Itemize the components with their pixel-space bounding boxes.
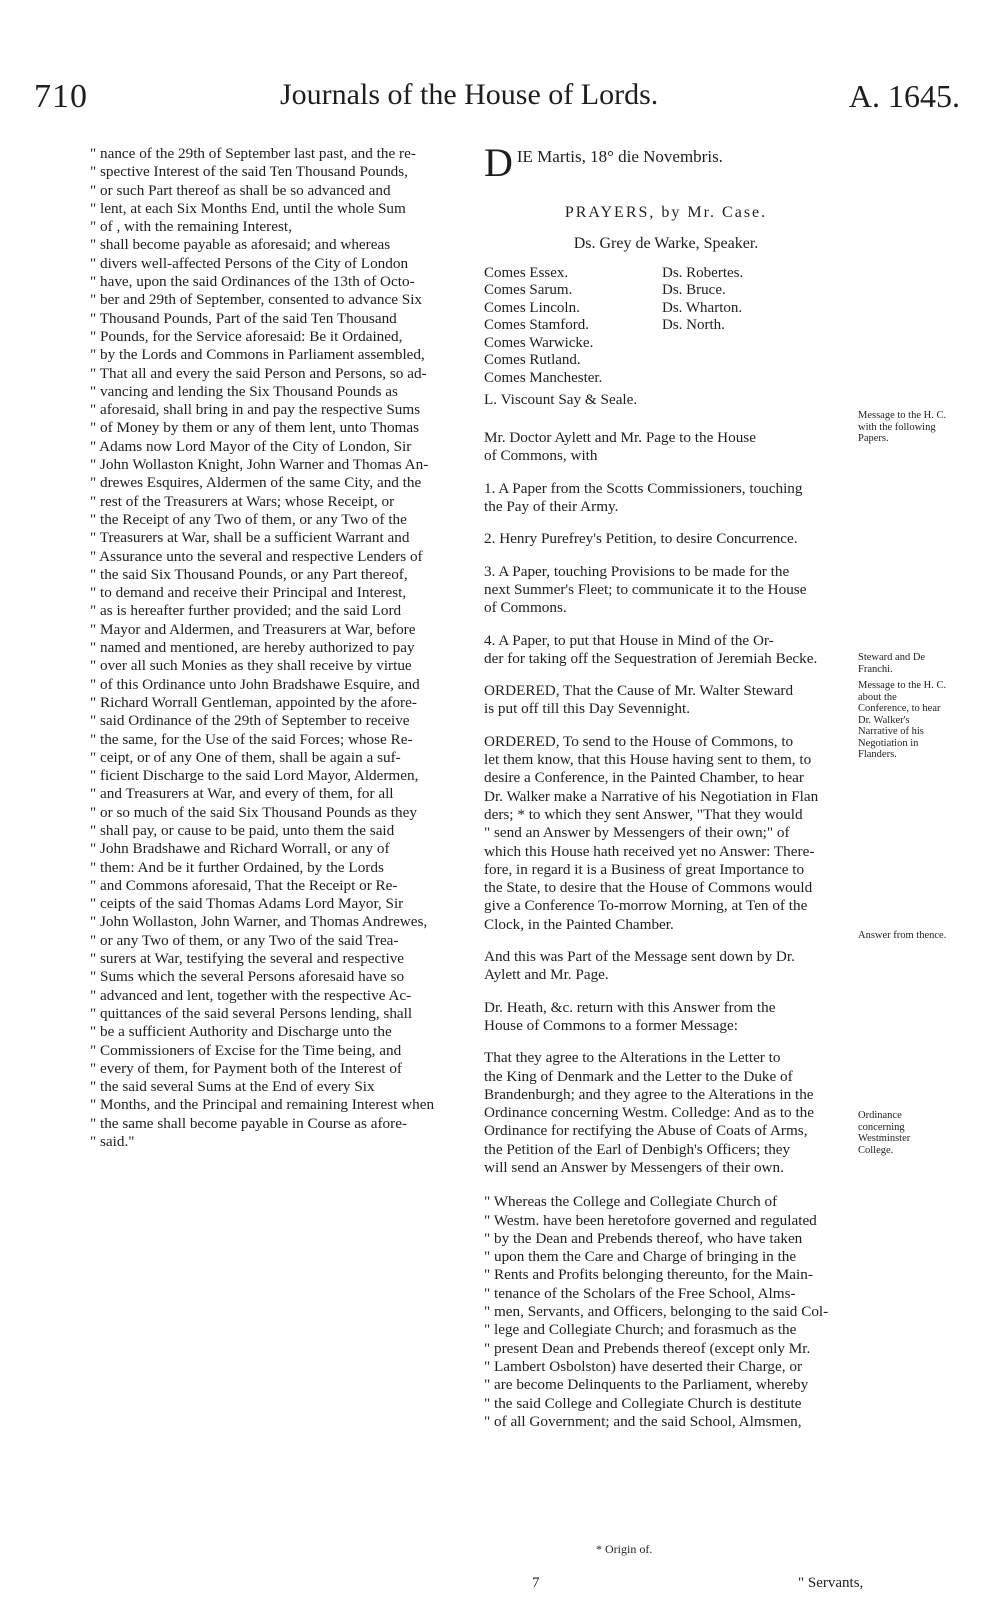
text-line: Dr. Walker make a Narrative of his Negotiation in Flan bbox=[484, 787, 819, 805]
text-line: " Sums which the several Persons aforesaid have so bbox=[90, 968, 405, 986]
text-line: " and Treasurers at War, and every of them, for all bbox=[90, 785, 394, 803]
text-line: " by the Lords and Commons in Parliament assembled, bbox=[90, 346, 425, 364]
text-line: let them know, that this House having sent to them, to bbox=[484, 751, 812, 769]
text-line: " the same shall become payable in Course as afore- bbox=[90, 1114, 408, 1132]
text-line: the Pay of their Army. bbox=[484, 498, 619, 516]
text-line: " Lambert Osbolston) have deserted their Charge, or bbox=[484, 1357, 803, 1375]
lord-name: Comes Essex. bbox=[484, 264, 569, 281]
text-line: " have, upon the said Ordinances of the 13th of Octo- bbox=[90, 273, 415, 291]
text-line: " to demand and receive their Principal and Interest, bbox=[90, 584, 407, 602]
footnote: * Origin of. bbox=[596, 1542, 653, 1556]
text-line: " and Commons aforesaid, That the Receipt or Re- bbox=[90, 876, 398, 894]
text-line: " divers well-affected Persons of the City of London bbox=[90, 254, 409, 272]
text-line: 1. A Paper from the Scotts Commissioners, touching bbox=[484, 479, 803, 497]
text-line: " said." bbox=[90, 1133, 135, 1151]
text-line: " ceipt, or of any One of them, shall be again a suf- bbox=[90, 748, 401, 766]
paragraph bbox=[484, 1049, 848, 1177]
text-line: desire a Conference, in the Painted Chamber, to hear bbox=[484, 769, 804, 787]
text-line: " named and mentioned, are hereby authorized to pay bbox=[90, 639, 415, 657]
text-line: " over all such Monies as they shall receive by virtue bbox=[90, 657, 412, 675]
paragraph bbox=[484, 948, 848, 985]
left-column bbox=[90, 145, 468, 1151]
text-line: " the said Six Thousand Pounds, or any Part thereof, bbox=[90, 565, 408, 583]
text-line: " quittances of the said several Persons lending, shall bbox=[90, 1004, 413, 1022]
text-line: " shall become payable as aforesaid; and whereas bbox=[90, 236, 391, 254]
text-line: " are become Delinquents to the Parliament, whereby bbox=[484, 1376, 809, 1394]
text-line: " ceipts of the said Thomas Adams Lord Mayor, Sir bbox=[90, 895, 404, 913]
text-line: " or such Part thereof as shall be so advanced and bbox=[90, 181, 391, 199]
text-line: " as is hereafter further provided; and the said Lord bbox=[90, 602, 402, 620]
paragraph bbox=[484, 733, 848, 934]
text-line: " men, Servants, and Officers, belonging to the said Col- bbox=[484, 1303, 829, 1321]
text-line: ORDERED, To send to the House of Commons, to bbox=[484, 732, 794, 750]
lord-name: Comes Stamford. bbox=[484, 317, 589, 334]
date-heading bbox=[484, 140, 848, 185]
lord-name: Comes Rutland. bbox=[484, 352, 581, 369]
text-line: " upon them the Care and Charge of bringing in the bbox=[484, 1248, 797, 1266]
text-line: " be a sufficient Authority and Discharge unto the bbox=[90, 1023, 392, 1041]
paragraph bbox=[484, 999, 848, 1036]
prayers-line: PRAYERS, by Mr. Case. bbox=[564, 204, 768, 222]
margin-note: Steward and De Franchi. bbox=[858, 652, 926, 675]
page-number: 710 bbox=[34, 78, 88, 115]
lord-name: Comes Lincoln. bbox=[484, 299, 580, 316]
text-line: " aforesaid, shall bring in and pay the respective Sums bbox=[90, 401, 421, 419]
lords-list-right bbox=[662, 265, 743, 335]
text-line: " Pounds, for the Service aforesaid: Be it Ordained, bbox=[90, 327, 403, 345]
text-line: " John Wollaston Knight, John Warner and Thomas An- bbox=[90, 456, 429, 474]
text-line: " present Dean and Prebends thereof (except only Mr. bbox=[484, 1339, 811, 1357]
lord-name: Ds. Wharton. bbox=[662, 299, 743, 316]
text-line: " of Money by them or any of them lent, unto Thomas bbox=[90, 419, 420, 437]
text-line: " lent, at each Six Months End, until the whole Sum bbox=[90, 199, 406, 217]
text-line: " shall pay, or cause to be paid, unto them the said bbox=[90, 821, 395, 839]
lord-name: Ds. Bruce. bbox=[662, 282, 726, 299]
text-line: the King of Denmark and the Letter to the Duke of bbox=[484, 1067, 793, 1085]
text-line: " every of them, for Payment both of the Interest of bbox=[90, 1059, 402, 1077]
date-text: IE Martis, 18° die Novembris. bbox=[516, 147, 723, 166]
paragraph bbox=[484, 682, 848, 719]
text-line: Clock, in the Painted Chamber. bbox=[484, 915, 674, 933]
text-line: " nance of the 29th of September last past, and the re- bbox=[90, 145, 416, 162]
text-line: " Months, and the Principal and remaining Interest when bbox=[90, 1096, 435, 1114]
text-line: " Westm. have been heretofore governed and regulated bbox=[484, 1211, 817, 1229]
text-line: " John Wollaston, John Warner, and Thomas Andrewes, bbox=[90, 913, 428, 931]
text-line: Dr. Heath, &c. return with this Answer from the bbox=[484, 998, 776, 1016]
paragraph bbox=[484, 563, 848, 618]
lord-name: Comes Warwicke. bbox=[484, 334, 594, 351]
text-line: next Summer's Fleet; to communicate it to the House bbox=[484, 580, 807, 598]
text-line: " advanced and lent, together with the respective Ac- bbox=[90, 986, 412, 1004]
text-line: Aylett and Mr. Page. bbox=[484, 966, 609, 984]
text-line: " spective Interest of the said Ten Thousand Pounds, bbox=[90, 163, 408, 181]
viscount-line: L. Viscount Say & Seale. bbox=[484, 390, 638, 408]
text-line: " by the Dean and Prebends thereof, who have taken bbox=[484, 1229, 803, 1247]
text-line: will send an Answer by Messengers of their own. bbox=[484, 1158, 784, 1176]
text-line: Ordinance concerning Westm. Colledge: And as to the bbox=[484, 1104, 815, 1122]
lords-present bbox=[484, 265, 848, 385]
text-line: " rest of the Treasurers at Wars; whose Receipt, or bbox=[90, 492, 395, 510]
text-line: Mr. Doctor Aylett and Mr. Page to the House bbox=[484, 429, 756, 447]
text-line: " tenance of the Scholars of the Free School, Alms- bbox=[484, 1284, 796, 1302]
paragraph bbox=[484, 480, 848, 517]
text-line: " of this Ordinance unto John Bradshawe Esquire, and bbox=[90, 675, 420, 693]
text-line: " the said several Sums at the End of every Six bbox=[90, 1078, 375, 1096]
text-line: " Treasurers at War, shall be a sufficient Warrant and bbox=[90, 529, 410, 547]
text-line: " drewes Esquires, Aldermen of the same City, and the bbox=[90, 474, 422, 492]
text-line: which this House hath received yet no Answer: There- bbox=[484, 842, 815, 860]
margin-note: Answer from thence. bbox=[858, 930, 947, 941]
text-line: of Commons, with bbox=[484, 447, 598, 465]
text-line: " John Bradshawe and Richard Worrall, or any of bbox=[90, 840, 390, 858]
text-line: Ordinance for rectifying the Abuse of Coats of Arms, bbox=[484, 1122, 808, 1140]
text-line: the Petition of the Earl of Denbigh's Officers; they bbox=[484, 1140, 791, 1158]
lords-list-left bbox=[484, 265, 602, 388]
text-line: fore, in regard it is a Business of great Importance to bbox=[484, 860, 805, 878]
text-line: " the Receipt of any Two of them, or any Two of the bbox=[90, 510, 407, 528]
text-line: " them: And be it further Ordained, by the Lords bbox=[90, 858, 384, 876]
text-line: House of Commons to a former Message: bbox=[484, 1016, 738, 1034]
text-line: is put off till this Day Sevennight. bbox=[484, 700, 691, 718]
proceedings bbox=[484, 429, 848, 1431]
text-line: " Adams now Lord Mayor of the City of London, Sir bbox=[90, 437, 412, 455]
text-line: " Thousand Pounds, Part of the said Ten Thousand bbox=[90, 309, 397, 327]
year-heading: A. 1645. bbox=[848, 78, 960, 114]
text-line: " the said College and Collegiate Church is destitute bbox=[484, 1394, 802, 1412]
text-line: " of all Government; and the said School, Almsmen, bbox=[484, 1412, 802, 1430]
paragraph bbox=[484, 429, 848, 466]
text-line: " ber and 29th of September, consented to advance Six bbox=[90, 291, 423, 309]
lord-name: Comes Manchester. bbox=[484, 369, 603, 386]
text-line: " said Ordinance of the 29th of September to receive bbox=[90, 712, 410, 730]
text-line: " Assurance unto the several and respective Lenders of bbox=[90, 547, 423, 565]
text-line: " Commissioners of Excise for the Time being, and bbox=[90, 1041, 402, 1059]
text-line: 4. A Paper, to put that House in Mind of the Or- bbox=[484, 631, 774, 649]
speaker-line: Ds. Grey de Warke, Speaker. bbox=[573, 234, 759, 252]
text-line: " surers at War, testifying the several and respective bbox=[90, 950, 405, 968]
text-line: " vancing and lending the Six Thousand Pounds as bbox=[90, 382, 398, 400]
lord-name: Comes Sarum. bbox=[484, 282, 573, 299]
text-line: 2. Henry Purefrey's Petition, to desire Concurrence. bbox=[484, 530, 798, 548]
text-line: ders; * to which they sent Answer, "That they would bbox=[484, 805, 803, 823]
right-column bbox=[484, 140, 848, 1431]
catchword: " Servants, bbox=[798, 1575, 864, 1591]
text-line: " Whereas the College and Collegiate Church of bbox=[484, 1193, 778, 1211]
running-title: Journals of the House of Lords. bbox=[280, 78, 659, 111]
text-line: " of , with the remaining Interest, bbox=[90, 218, 292, 236]
text-line: give a Conference To-morrow Morning, at Ten of the bbox=[484, 897, 808, 915]
text-line: 3. A Paper, touching Provisions to be made for the bbox=[484, 562, 790, 580]
text-line: " lege and Collegiate Church; and forasmuch as the bbox=[484, 1321, 797, 1339]
text-line: the State, to desire that the House of Commons would bbox=[484, 879, 813, 897]
text-line: " or so much of the said Six Thousand Pounds as they bbox=[90, 803, 417, 821]
text-line: " send an Answer by Messengers of their own;" of bbox=[484, 824, 790, 842]
margin-note: Ordinance concerning Westminster College. bbox=[858, 1110, 911, 1156]
drop-cap: D bbox=[484, 140, 513, 185]
page-header bbox=[0, 70, 992, 140]
signature-mark: 7 bbox=[532, 1575, 540, 1591]
text-line: " Rents and Profits belonging thereunto, for the Main- bbox=[484, 1266, 813, 1284]
text-line: ORDERED, That the Cause of Mr. Walter Steward bbox=[484, 682, 794, 700]
text-line: " That all and every the said Person and Persons, so ad- bbox=[90, 364, 427, 382]
text-line: Brandenburgh; and they agree to the Alterations in the bbox=[484, 1085, 814, 1103]
lord-name: Ds. Robertes. bbox=[662, 264, 744, 281]
paragraph bbox=[484, 1193, 848, 1431]
margin-note: Message to the H. C. with the following Papers. bbox=[858, 410, 947, 444]
paragraph bbox=[484, 530, 848, 548]
text-line: " the same, for the Use of the said Forces; whose Re- bbox=[90, 730, 413, 748]
text-line: " Richard Worrall Gentleman, appointed by the afore- bbox=[90, 693, 417, 711]
margin-note: Message to the H. C. about the Conference, to hear Dr. Walker's Narrative of his Negotiation in Flanders. bbox=[858, 680, 947, 760]
text-line: " or any Two of them, or any Two of the said Trea- bbox=[90, 931, 399, 949]
text-line: der for taking off the Sequestration of Jeremiah Becke. bbox=[484, 649, 818, 667]
text-line: " ficient Discharge to the said Lord Mayor, Aldermen, bbox=[90, 767, 419, 785]
text-line: That they agree to the Alterations in the Letter to bbox=[484, 1049, 781, 1067]
text-line: of Commons. bbox=[484, 599, 567, 617]
text-line: And this was Part of the Message sent down by Dr. bbox=[484, 948, 795, 966]
text-line: " Mayor and Aldermen, and Treasurers at War, before bbox=[90, 620, 416, 638]
lord-name: Ds. North. bbox=[662, 317, 725, 334]
paragraph bbox=[484, 632, 848, 669]
